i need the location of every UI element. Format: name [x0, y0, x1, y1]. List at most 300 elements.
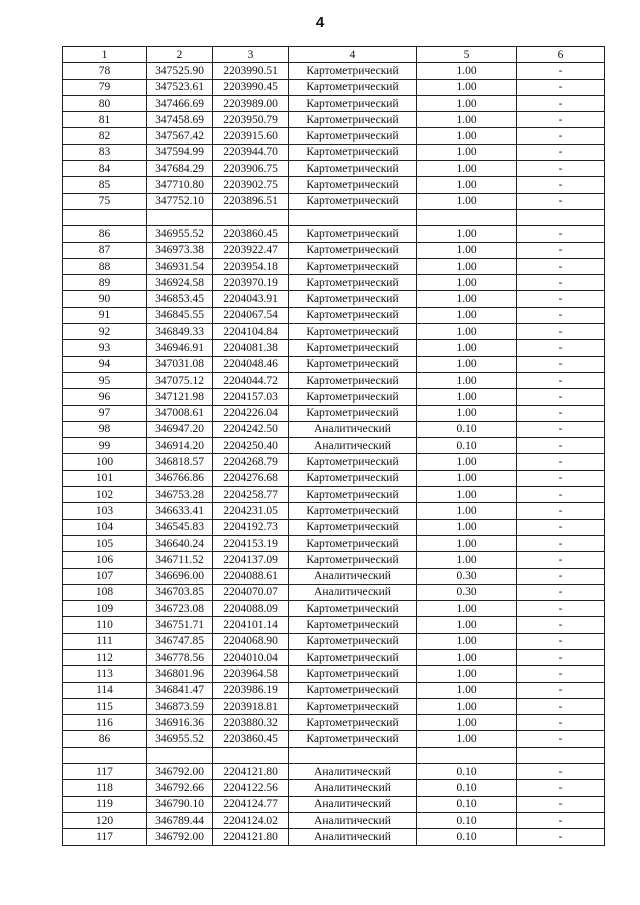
coord-x-cell: 347121.98	[147, 389, 213, 405]
coord-y-cell: 2203880.32	[213, 715, 289, 731]
coord-x-cell: 346914.20	[147, 438, 213, 454]
point-number-cell: 79	[63, 79, 147, 95]
note-cell: -	[517, 633, 605, 649]
method-cell: Аналитический	[289, 438, 417, 454]
note-cell: -	[517, 535, 605, 551]
table-row	[63, 796, 605, 812]
coord-y-cell: 2204121.80	[213, 764, 289, 780]
accuracy-cell: 0.30	[417, 568, 517, 584]
accuracy-cell: 0.10	[417, 812, 517, 828]
coord-y-cell: 2203990.51	[213, 63, 289, 79]
note-cell: -	[517, 470, 605, 486]
note-cell: -	[517, 128, 605, 144]
coord-y-cell: 2203906.75	[213, 161, 289, 177]
table-row	[63, 633, 605, 649]
coord-y-cell: 2203970.19	[213, 275, 289, 291]
note-cell: -	[517, 487, 605, 503]
note-cell: -	[517, 796, 605, 812]
method-cell: Картометрический	[289, 617, 417, 633]
spacer-row	[63, 209, 605, 225]
table-row	[63, 503, 605, 519]
table-row	[63, 242, 605, 258]
coord-x-cell: 346747.85	[147, 633, 213, 649]
table-row	[63, 454, 605, 470]
coord-y-cell: 2204070.07	[213, 584, 289, 600]
table-row	[63, 649, 605, 665]
note-cell: -	[517, 161, 605, 177]
coord-y-cell: 2204043.91	[213, 291, 289, 307]
method-cell: Картометрический	[289, 715, 417, 731]
column-header: 3	[213, 47, 289, 63]
empty-cell	[289, 209, 417, 225]
accuracy-cell: 0.10	[417, 829, 517, 845]
accuracy-cell: 1.00	[417, 552, 517, 568]
coord-x-cell: 347075.12	[147, 372, 213, 388]
coord-y-cell: 2203902.75	[213, 177, 289, 193]
accuracy-cell: 1.00	[417, 144, 517, 160]
note-cell: -	[517, 649, 605, 665]
column-header: 1	[63, 47, 147, 63]
table-row	[63, 829, 605, 845]
table-row	[63, 340, 605, 356]
accuracy-cell: 0.10	[417, 421, 517, 437]
coord-x-cell: 346723.08	[147, 601, 213, 617]
point-number-cell: 96	[63, 389, 147, 405]
note-cell: -	[517, 340, 605, 356]
table-row	[63, 291, 605, 307]
note-cell: -	[517, 698, 605, 714]
point-number-cell: 98	[63, 421, 147, 437]
coord-y-cell: 2204268.79	[213, 454, 289, 470]
table-row	[63, 95, 605, 111]
coord-x-cell: 346792.00	[147, 764, 213, 780]
empty-cell	[213, 209, 289, 225]
method-cell: Картометрический	[289, 340, 417, 356]
coord-y-cell: 2204088.61	[213, 568, 289, 584]
coord-y-cell: 2203860.45	[213, 226, 289, 242]
empty-cell	[517, 747, 605, 763]
accuracy-cell: 1.00	[417, 470, 517, 486]
note-cell: -	[517, 307, 605, 323]
coord-y-cell: 2204044.72	[213, 372, 289, 388]
accuracy-cell: 1.00	[417, 617, 517, 633]
coord-x-cell: 346789.44	[147, 812, 213, 828]
empty-cell	[63, 209, 147, 225]
coord-x-cell: 347466.69	[147, 95, 213, 111]
method-cell: Картометрический	[289, 226, 417, 242]
coord-y-cell: 2203944.70	[213, 144, 289, 160]
method-cell: Картометрический	[289, 389, 417, 405]
table-row	[63, 764, 605, 780]
note-cell: -	[517, 568, 605, 584]
page-number: 4	[315, 14, 325, 31]
coord-x-cell: 346703.85	[147, 584, 213, 600]
coord-y-cell: 2204258.77	[213, 487, 289, 503]
point-number-cell: 103	[63, 503, 147, 519]
point-number-cell: 86	[63, 226, 147, 242]
coord-x-cell: 346790.10	[147, 796, 213, 812]
note-cell: -	[517, 63, 605, 79]
method-cell: Картометрический	[289, 128, 417, 144]
method-cell: Картометрический	[289, 535, 417, 551]
note-cell: -	[517, 438, 605, 454]
coord-y-cell: 2204250.40	[213, 438, 289, 454]
table-row	[63, 177, 605, 193]
coord-x-cell: 346640.24	[147, 535, 213, 551]
note-cell: -	[517, 226, 605, 242]
point-number-cell: 88	[63, 258, 147, 274]
point-number-cell: 120	[63, 812, 147, 828]
point-number-cell: 116	[63, 715, 147, 731]
method-cell: Картометрический	[289, 177, 417, 193]
column-header: 6	[517, 47, 605, 63]
point-number-cell: 83	[63, 144, 147, 160]
method-cell: Картометрический	[289, 63, 417, 79]
coord-x-cell: 346924.58	[147, 275, 213, 291]
coord-y-cell: 2203954.18	[213, 258, 289, 274]
note-cell: -	[517, 356, 605, 372]
note-cell: -	[517, 389, 605, 405]
method-cell: Аналитический	[289, 584, 417, 600]
point-number-cell: 78	[63, 63, 147, 79]
table-body	[63, 63, 605, 845]
accuracy-cell: 1.00	[417, 731, 517, 747]
table-row	[63, 79, 605, 95]
coord-x-cell: 347523.61	[147, 79, 213, 95]
method-cell: Картометрический	[289, 519, 417, 535]
coord-x-cell: 346633.41	[147, 503, 213, 519]
table-row	[63, 535, 605, 551]
coord-x-cell: 347458.69	[147, 112, 213, 128]
table-row	[63, 356, 605, 372]
note-cell: -	[517, 715, 605, 731]
table-row	[63, 389, 605, 405]
point-number-cell: 91	[63, 307, 147, 323]
point-number-cell: 93	[63, 340, 147, 356]
note-cell: -	[517, 764, 605, 780]
method-cell: Картометрический	[289, 503, 417, 519]
coord-y-cell: 2203896.51	[213, 193, 289, 209]
note-cell: -	[517, 519, 605, 535]
accuracy-cell: 1.00	[417, 389, 517, 405]
method-cell: Картометрический	[289, 242, 417, 258]
accuracy-cell: 1.00	[417, 242, 517, 258]
point-number-cell: 108	[63, 584, 147, 600]
coord-y-cell: 2204231.05	[213, 503, 289, 519]
coord-x-cell: 346751.71	[147, 617, 213, 633]
note-cell: -	[517, 601, 605, 617]
method-cell: Аналитический	[289, 780, 417, 796]
accuracy-cell: 0.10	[417, 796, 517, 812]
point-number-cell: 97	[63, 405, 147, 421]
accuracy-cell: 0.10	[417, 438, 517, 454]
note-cell: -	[517, 258, 605, 274]
coord-x-cell: 347567.42	[147, 128, 213, 144]
note-cell: -	[517, 79, 605, 95]
coord-x-cell: 346947.20	[147, 421, 213, 437]
method-cell: Картометрический	[289, 698, 417, 714]
note-cell: -	[517, 95, 605, 111]
method-cell: Картометрический	[289, 275, 417, 291]
method-cell: Картометрический	[289, 258, 417, 274]
method-cell: Аналитический	[289, 568, 417, 584]
method-cell: Картометрический	[289, 405, 417, 421]
accuracy-cell: 1.00	[417, 79, 517, 95]
table-row	[63, 193, 605, 209]
coord-y-cell: 2203989.00	[213, 95, 289, 111]
empty-cell	[517, 209, 605, 225]
point-number-cell: 85	[63, 177, 147, 193]
coord-y-cell: 2204122.56	[213, 780, 289, 796]
empty-cell	[417, 209, 517, 225]
coord-x-cell: 346916.36	[147, 715, 213, 731]
table-row	[63, 470, 605, 486]
accuracy-cell: 0.30	[417, 584, 517, 600]
method-cell: Картометрический	[289, 356, 417, 372]
note-cell: -	[517, 177, 605, 193]
coord-y-cell: 2203986.19	[213, 682, 289, 698]
point-number-cell: 118	[63, 780, 147, 796]
method-cell: Картометрический	[289, 552, 417, 568]
table-row	[63, 324, 605, 340]
accuracy-cell: 1.00	[417, 340, 517, 356]
coord-x-cell: 346931.54	[147, 258, 213, 274]
empty-cell	[63, 747, 147, 763]
note-cell: -	[517, 552, 605, 568]
table-row	[63, 584, 605, 600]
accuracy-cell: 1.00	[417, 715, 517, 731]
point-number-cell: 117	[63, 764, 147, 780]
table-row	[63, 226, 605, 242]
table-row	[63, 731, 605, 747]
note-cell: -	[517, 454, 605, 470]
accuracy-cell: 1.00	[417, 226, 517, 242]
point-number-cell: 106	[63, 552, 147, 568]
coord-y-cell: 2204121.80	[213, 829, 289, 845]
accuracy-cell: 1.00	[417, 161, 517, 177]
table-row	[63, 438, 605, 454]
table-row	[63, 307, 605, 323]
note-cell: -	[517, 421, 605, 437]
coord-y-cell: 2204157.03	[213, 389, 289, 405]
coord-x-cell: 346753.28	[147, 487, 213, 503]
note-cell: -	[517, 666, 605, 682]
point-number-cell: 117	[63, 829, 147, 845]
point-number-cell: 92	[63, 324, 147, 340]
coord-x-cell: 346696.00	[147, 568, 213, 584]
table-row	[63, 666, 605, 682]
point-number-cell: 110	[63, 617, 147, 633]
point-number-cell: 105	[63, 535, 147, 551]
accuracy-cell: 1.00	[417, 291, 517, 307]
coord-y-cell: 2204088.09	[213, 601, 289, 617]
coord-x-cell: 346766.86	[147, 470, 213, 486]
note-cell: -	[517, 405, 605, 421]
method-cell: Картометрический	[289, 324, 417, 340]
point-number-cell: 75	[63, 193, 147, 209]
coord-y-cell: 2204101.14	[213, 617, 289, 633]
accuracy-cell: 1.00	[417, 601, 517, 617]
note-cell: -	[517, 112, 605, 128]
empty-cell	[213, 747, 289, 763]
accuracy-cell: 1.00	[417, 128, 517, 144]
coord-y-cell: 2204153.19	[213, 535, 289, 551]
table-row	[63, 780, 605, 796]
coord-x-cell: 346545.83	[147, 519, 213, 535]
point-number-cell: 87	[63, 242, 147, 258]
table-row	[63, 519, 605, 535]
accuracy-cell: 1.00	[417, 698, 517, 714]
coord-x-cell: 347525.90	[147, 63, 213, 79]
note-cell: -	[517, 275, 605, 291]
accuracy-cell: 1.00	[417, 487, 517, 503]
accuracy-cell: 1.00	[417, 177, 517, 193]
point-number-cell: 95	[63, 372, 147, 388]
method-cell: Картометрический	[289, 144, 417, 160]
coord-x-cell: 346853.45	[147, 291, 213, 307]
note-cell: -	[517, 372, 605, 388]
point-number-cell: 112	[63, 649, 147, 665]
table-row	[63, 63, 605, 79]
coordinates-table	[62, 46, 605, 846]
method-cell: Картометрический	[289, 601, 417, 617]
method-cell: Аналитический	[289, 812, 417, 828]
table-row	[63, 812, 605, 828]
accuracy-cell: 1.00	[417, 356, 517, 372]
coord-x-cell: 346849.33	[147, 324, 213, 340]
coord-y-cell: 2203860.45	[213, 731, 289, 747]
table-row	[63, 715, 605, 731]
point-number-cell: 99	[63, 438, 147, 454]
accuracy-cell: 1.00	[417, 454, 517, 470]
coord-x-cell: 346801.96	[147, 666, 213, 682]
accuracy-cell: 1.00	[417, 535, 517, 551]
accuracy-cell: 1.00	[417, 95, 517, 111]
point-number-cell: 104	[63, 519, 147, 535]
accuracy-cell: 1.00	[417, 633, 517, 649]
point-number-cell: 82	[63, 128, 147, 144]
method-cell: Картометрический	[289, 649, 417, 665]
coord-x-cell: 347684.29	[147, 161, 213, 177]
table-row	[63, 275, 605, 291]
coord-y-cell: 2204276.68	[213, 470, 289, 486]
coord-x-cell: 346946.91	[147, 340, 213, 356]
coord-y-cell: 2203990.45	[213, 79, 289, 95]
method-cell: Аналитический	[289, 764, 417, 780]
coord-y-cell: 2204192.73	[213, 519, 289, 535]
accuracy-cell: 0.10	[417, 764, 517, 780]
accuracy-cell: 1.00	[417, 324, 517, 340]
accuracy-cell: 1.00	[417, 193, 517, 209]
coord-y-cell: 2204137.09	[213, 552, 289, 568]
coord-y-cell: 2204068.90	[213, 633, 289, 649]
coord-y-cell: 2204124.02	[213, 812, 289, 828]
table-row	[63, 487, 605, 503]
coord-y-cell: 2203922.47	[213, 242, 289, 258]
accuracy-cell: 1.00	[417, 649, 517, 665]
note-cell: -	[517, 617, 605, 633]
table-row	[63, 601, 605, 617]
table-row	[63, 128, 605, 144]
accuracy-cell: 1.00	[417, 63, 517, 79]
coord-x-cell: 347008.61	[147, 405, 213, 421]
point-number-cell: 111	[63, 633, 147, 649]
coord-x-cell: 346845.55	[147, 307, 213, 323]
point-number-cell: 89	[63, 275, 147, 291]
method-cell: Картометрический	[289, 161, 417, 177]
table-row	[63, 144, 605, 160]
note-cell: -	[517, 731, 605, 747]
column-header: 4	[289, 47, 417, 63]
coord-y-cell: 2203950.79	[213, 112, 289, 128]
method-cell: Картометрический	[289, 633, 417, 649]
note-cell: -	[517, 193, 605, 209]
point-number-cell: 90	[63, 291, 147, 307]
coord-x-cell: 347031.08	[147, 356, 213, 372]
method-cell: Картометрический	[289, 731, 417, 747]
header-row	[63, 47, 605, 63]
table-row	[63, 161, 605, 177]
method-cell: Аналитический	[289, 421, 417, 437]
point-number-cell: 114	[63, 682, 147, 698]
method-cell: Картометрический	[289, 193, 417, 209]
point-number-cell: 102	[63, 487, 147, 503]
coord-y-cell: 2204048.46	[213, 356, 289, 372]
accuracy-cell: 1.00	[417, 275, 517, 291]
coord-x-cell: 346818.57	[147, 454, 213, 470]
accuracy-cell: 0.10	[417, 780, 517, 796]
point-number-cell: 107	[63, 568, 147, 584]
table-row	[63, 617, 605, 633]
table-row	[63, 552, 605, 568]
method-cell: Картометрический	[289, 682, 417, 698]
point-number-cell: 100	[63, 454, 147, 470]
accuracy-cell: 1.00	[417, 519, 517, 535]
method-cell: Картометрический	[289, 487, 417, 503]
table-row	[63, 568, 605, 584]
empty-cell	[147, 209, 213, 225]
table-row	[63, 698, 605, 714]
coord-y-cell: 2204067.54	[213, 307, 289, 323]
coord-y-cell: 2204081.38	[213, 340, 289, 356]
accuracy-cell: 1.00	[417, 307, 517, 323]
accuracy-cell: 1.00	[417, 372, 517, 388]
accuracy-cell: 1.00	[417, 258, 517, 274]
accuracy-cell: 1.00	[417, 666, 517, 682]
table-row	[63, 405, 605, 421]
coord-x-cell: 346792.66	[147, 780, 213, 796]
coord-x-cell: 347594.99	[147, 144, 213, 160]
method-cell: Аналитический	[289, 829, 417, 845]
point-number-cell: 80	[63, 95, 147, 111]
coord-y-cell: 2204124.77	[213, 796, 289, 812]
method-cell: Картометрический	[289, 470, 417, 486]
empty-cell	[289, 747, 417, 763]
accuracy-cell: 1.00	[417, 503, 517, 519]
coord-y-cell: 2204010.04	[213, 649, 289, 665]
method-cell: Картометрический	[289, 307, 417, 323]
note-cell: -	[517, 144, 605, 160]
method-cell: Аналитический	[289, 796, 417, 812]
accuracy-cell: 1.00	[417, 682, 517, 698]
table-row	[63, 421, 605, 437]
note-cell: -	[517, 780, 605, 796]
point-number-cell: 115	[63, 698, 147, 714]
table-row	[63, 372, 605, 388]
note-cell: -	[517, 324, 605, 340]
coord-y-cell: 2203918.81	[213, 698, 289, 714]
column-header: 2	[147, 47, 213, 63]
